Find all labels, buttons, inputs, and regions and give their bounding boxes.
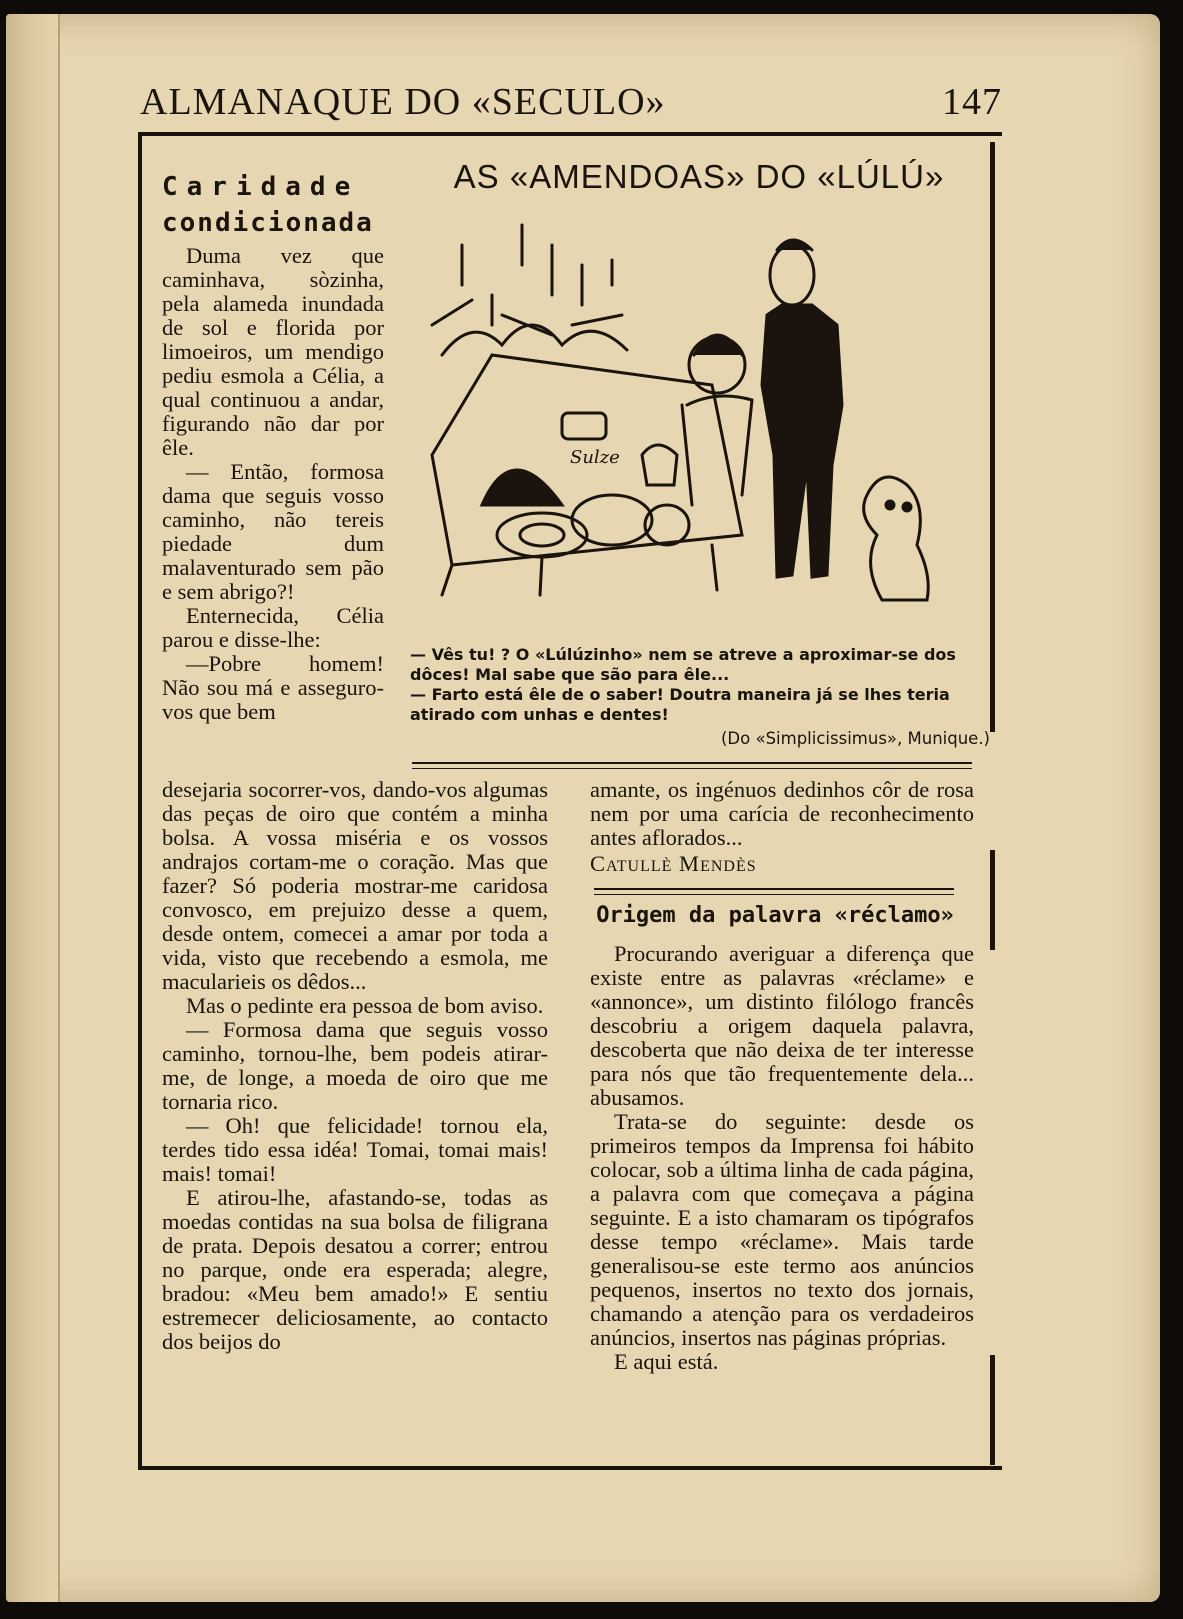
story-author: Catullè Mendès	[590, 851, 757, 876]
story-column-top	[162, 170, 384, 724]
origin-paragraph: E aqui está.	[614, 1349, 719, 1374]
man-head	[770, 245, 814, 305]
man-suit	[762, 305, 842, 577]
frame-right-rule	[990, 1355, 995, 1465]
story-paragraph: — Formosa dama que seguis vosso caminho, tornou-lhe, bem podeis atirar-me, de longe, a moeda de oiro que me tornaria rico.	[162, 1017, 548, 1114]
frame-right-rule	[990, 850, 995, 950]
story-paragraph: desejaria socorrer-vos, dando-vos algumas das peças de oiro que contém a minha bolsa. A vossa miséria e os vossos andrajos cortam-me o coração. Mas que fazer? Só poderia mostrar-me caridosa convosco, em prejuizo desse a quem, desde ontem, comecei a amar por toda a vida, visto que recebendo a esmola, me macularieis os dêdos...	[162, 777, 548, 994]
origin-article	[590, 942, 974, 1374]
caption-line: — Farto está êle de o saber! Doutra maneira já se lhes teria atirado com unhas e dentes!	[410, 685, 950, 724]
dog-figure	[864, 477, 929, 600]
box-label: Sulze	[570, 447, 620, 468]
story-paragraph: Mas o pedinte era pessoa de bom aviso.	[186, 993, 544, 1018]
book-spine	[6, 14, 60, 1602]
story-paragraph: Enternecida, Célia parou e disse-lhe:	[162, 603, 384, 652]
divider	[594, 894, 954, 895]
story-continuation	[590, 778, 974, 876]
page-number: 147	[942, 81, 1002, 123]
almanac-title: ALMANAQUE DO «SECULO»	[140, 81, 666, 123]
story-paragraph: E atirou-lhe, afastando-se, todas as moedas contidas na sua bolsa de filigrana de prata. Depois desatou a correr; entrou no parque, onde era esperada; alegre, bradou: «Meu bem amado!» E sentiu estremecer deliciosamente, ao contacto dos beijos do	[162, 1185, 548, 1354]
plate	[572, 495, 652, 545]
cartoon-title: AS «AMENDOAS» DO «LÚLÚ»	[453, 158, 945, 195]
story-title-line1: Caridade	[162, 172, 360, 202]
frame-right-rule	[990, 142, 995, 732]
story-paragraph: amante, os ingénuos dedinhos côr de rosa nem por uma carícia de reconhecimento antes aflorados...	[590, 777, 974, 850]
story-paragraph: Duma vez que caminhava, sòzinha, pela alameda inundada de sol e florida por limoeiros, um mendigo pediu esmola a Célia, a qual continuou a andar, figurando não dar por êle.	[162, 243, 384, 460]
caption-line: — Vês tu! ? O «Lúlúzinho» nem se atreve a aproximar-se dos dôces! Mal sabe que são para êle...	[410, 645, 956, 684]
story-paragraph: — Então, formosa dama que seguis vosso caminho, não tereis piedade dum malaventurado sem pão e sem abrigo?!	[162, 459, 384, 604]
story-paragraph: — Oh! que felicidade! tornou ela, terdes tido essa idéa! Tomai, tomai mais! mais! tomai!	[162, 1113, 548, 1186]
story-column-bottom	[162, 778, 548, 1354]
plate	[520, 524, 564, 546]
story-title-line2: condicionada	[162, 208, 374, 238]
cartoon-illustration	[412, 205, 984, 635]
running-head	[140, 80, 1002, 128]
pudding-shape	[482, 470, 562, 505]
cartoon-caption	[410, 645, 990, 749]
origin-paragraph: Procurando averiguar a diferença que existe entre as palavras «réclame» e «annonce», um distinto filólogo francês descobriu a origem daquela palavra, descoberta que não deixa de ter interesse para nós que tão frequentemente dela... abusamos.	[590, 941, 974, 1110]
small-cat	[642, 445, 677, 485]
caption-source: (Do «Simplicissimus», Munique.)	[721, 729, 990, 748]
story-paragraph: —Pobre homem! Não sou má e asseguro-vos que bem	[162, 651, 384, 724]
origin-title: Origem da palavra «réclamo»	[596, 903, 954, 928]
divider	[412, 762, 972, 764]
origin-paragraph: Trata-se do seguinte: desde os primeiros tempos da Imprensa foi hábito colocar, sob a última linha de cada página, a palavra com que começava a página seguinte. E a isto chamaram os tipógrafos desse tempo «réclame». Mais tarde generalisou-se este termo aos anúncios pequenos, insertos no texto dos jornais, chamando a atenção para os verdadeiros anúncios, insertos nas páginas próprias.	[590, 1109, 974, 1350]
divider	[412, 768, 972, 769]
divider	[594, 888, 954, 890]
box	[562, 413, 606, 439]
